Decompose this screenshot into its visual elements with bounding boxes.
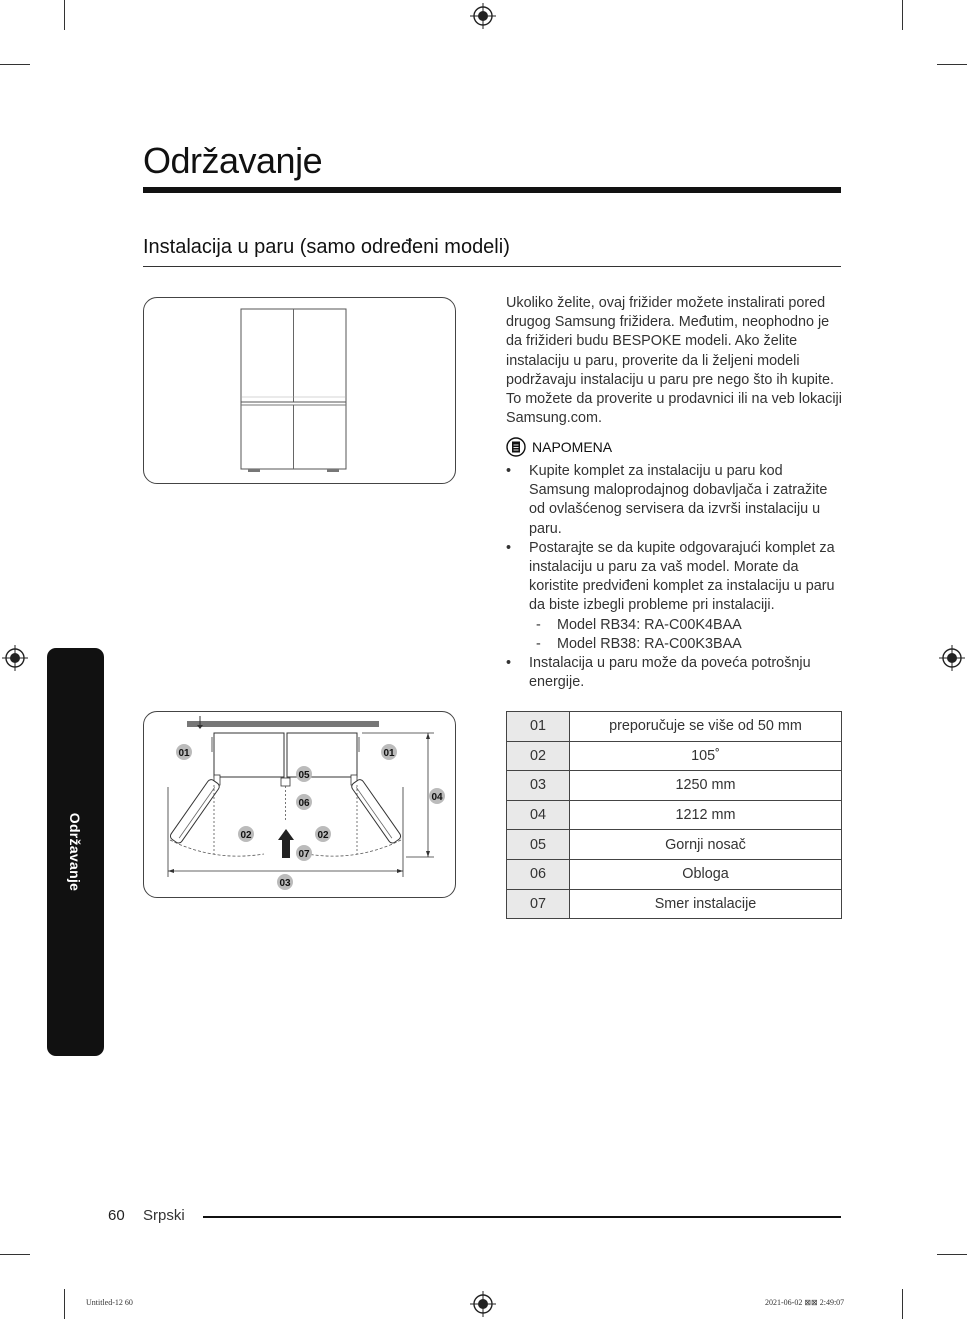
label-03: 03: [279, 878, 291, 889]
crop-mark: [902, 0, 903, 30]
table-key: 02: [507, 741, 570, 771]
fridge-front-figure: [143, 297, 456, 484]
footer-language: Srpski: [143, 1207, 185, 1224]
label-07: 07: [298, 849, 310, 860]
label-02-right: 02: [317, 830, 329, 841]
table-row: [507, 800, 842, 830]
table-row: [507, 712, 842, 742]
note-item: • Postarajte se da kupite odgovarajući komplet za instalaciju u paru za vaš model. Morate da koristite predviđeni komplet za instalaciju u paru da biste izbegli probleme pri instalaciji.: [506, 539, 842, 616]
label-06: 06: [298, 798, 310, 809]
side-tab-label-wrap: [47, 648, 104, 1056]
label-04: 04: [431, 792, 443, 803]
crop-mark: [937, 1254, 967, 1255]
table-row: [507, 830, 842, 860]
print-info-left: Untitled-12 60: [86, 1298, 133, 1307]
table-value: Smer instalacije: [570, 889, 842, 919]
crop-mark: [0, 64, 30, 65]
wall-shape: [187, 721, 379, 727]
installation-drawing: [144, 712, 455, 897]
print-info-right: 2021-06-02 ⊠⊠ 2:49:07: [765, 1298, 845, 1307]
side-tab-label: Održavanje: [67, 812, 84, 892]
table-row: [507, 741, 842, 771]
fridge-front-drawing: [144, 298, 455, 483]
note-icon: [506, 437, 526, 457]
label-01-right: 01: [383, 748, 395, 759]
note-item: • Instalacija u paru može da poveća potrošnju energije.: [506, 654, 842, 692]
table-value: 105˚: [570, 741, 842, 771]
crop-mark: [64, 0, 65, 30]
crop-mark: [64, 1289, 65, 1319]
table-key: 03: [507, 771, 570, 801]
spec-table: [506, 711, 842, 919]
label-01-left: 01: [178, 748, 190, 759]
footer-rule: [203, 1216, 841, 1218]
table-row: [507, 771, 842, 801]
crop-mark: [0, 1254, 30, 1255]
table-row: [507, 889, 842, 919]
page-title: Održavanje: [143, 140, 323, 181]
table-key: 01: [507, 712, 570, 742]
page-number: 60: [108, 1207, 125, 1224]
note-heading-text: NAPOMENA: [532, 439, 613, 455]
note-item: • Kupite komplet za instalaciju u paru kod Samsung maloprodajnog dobavljača i zatražite od ovlašćenog servisera da izvrši instalaciju u paru.: [506, 462, 842, 539]
note-heading: [506, 437, 612, 457]
table-row: [507, 859, 842, 889]
table-value: Obloga: [570, 859, 842, 889]
crop-mark: [902, 1289, 903, 1319]
table-key: 05: [507, 830, 570, 860]
table-value: preporučuje se više od 50 mm: [570, 712, 842, 742]
registration-mark-icon: [939, 645, 965, 671]
note-list: [506, 462, 842, 692]
table-key: 04: [507, 800, 570, 830]
note-sub-item: - Model RB34: RA-C00K4BAA: [506, 616, 842, 635]
label-05: 05: [298, 770, 310, 781]
label-02-left: 02: [240, 830, 252, 841]
registration-mark-icon: [470, 3, 496, 29]
table-value: 1212 mm: [570, 800, 842, 830]
intro-paragraph: Ukoliko želite, ovaj frižider možete instalirati pored drugog Samsung frižidera. Međutim, neophodno je da frižideri budu BESPOKE modeli. Ako želite instalaciju u paru, proverite da li željeni modeli podržavaju instalaciju u paru pre nego što ih kupite. To možete da proverite u prodavnici ili na veb lokaciji Samsung.com.: [506, 295, 842, 427]
table-value: Gornji nosač: [570, 830, 842, 860]
installation-diagram: [143, 711, 456, 898]
crop-mark: [937, 64, 967, 65]
title-rule: [143, 187, 841, 193]
section-title: Instalacija u paru (samo određeni modeli): [143, 236, 510, 258]
note-sub-item: - Model RB38: RA-C00K3BAA: [506, 635, 842, 654]
table-key: 07: [507, 889, 570, 919]
registration-mark-icon: [2, 645, 28, 671]
table-value: 1250 mm: [570, 771, 842, 801]
section-rule: [143, 266, 841, 267]
registration-mark-icon: [470, 1291, 496, 1317]
table-key: 06: [507, 859, 570, 889]
